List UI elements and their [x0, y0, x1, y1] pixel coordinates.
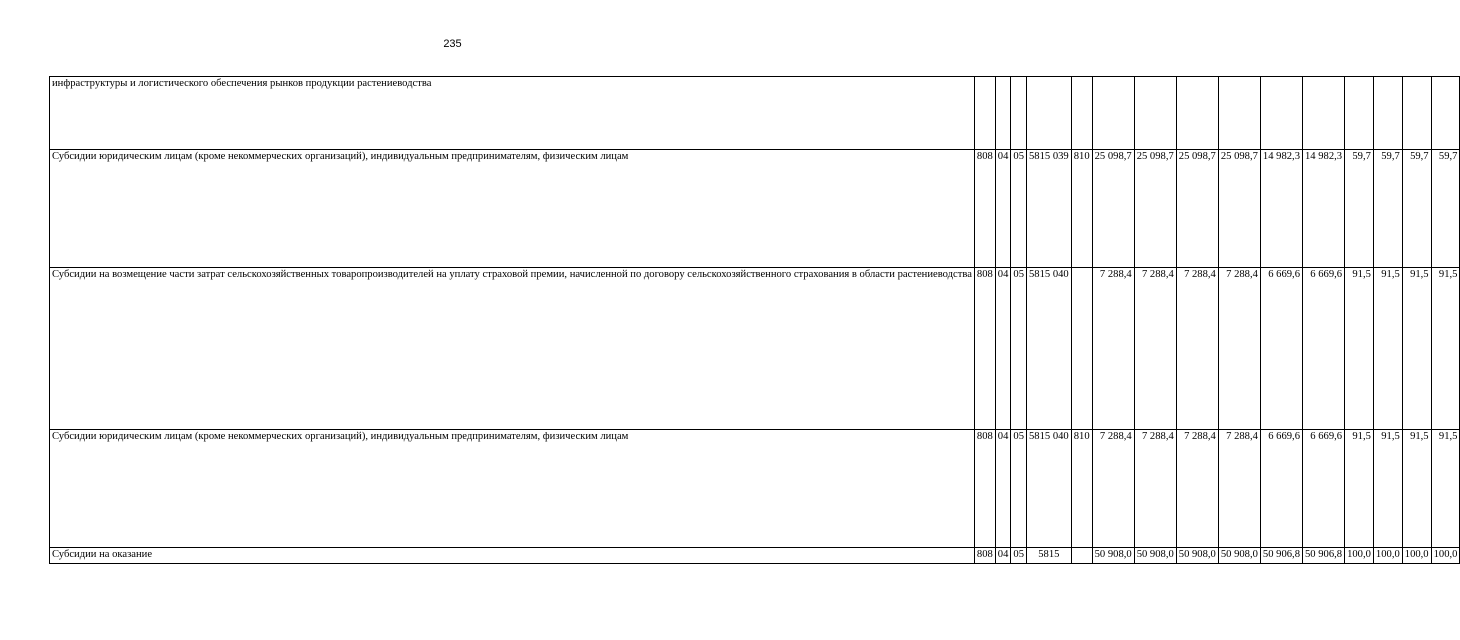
amount-cell: 7 288,4 — [1176, 430, 1218, 548]
percent-cell: 100,0 — [1402, 548, 1431, 564]
percent-cell: 100,0 — [1345, 548, 1374, 564]
budget-table — [49, 76, 1460, 564]
subsection-code — [1011, 77, 1027, 150]
section-code: 04 — [995, 430, 1011, 548]
percent-cell: 91,5 — [1345, 430, 1374, 548]
section-code — [995, 77, 1011, 150]
row-name: Субсидии на возмещение части затрат сельскохозяйственных товаропроизводителей на уплату страховой премии, начисленной по договору сельскохозяйственного страхования в области растениеводства — [50, 268, 975, 430]
section-code: 04 — [995, 150, 1011, 268]
amount-cell: 7 288,4 — [1218, 268, 1260, 430]
ministry-code: 808 — [974, 430, 995, 548]
ministry-code: 808 — [974, 548, 995, 564]
ministry-code: 808 — [974, 268, 995, 430]
row-name: Субсидии на оказание — [50, 548, 975, 564]
percent-cell: 91,5 — [1431, 430, 1460, 548]
subsection-code: 05 — [1011, 268, 1027, 430]
amount-cell — [1176, 77, 1218, 150]
amount-cell: 50 906,8 — [1260, 548, 1302, 564]
amount-cell — [1218, 77, 1260, 150]
amount-cell: 14 982,3 — [1260, 150, 1302, 268]
amount-cell — [1134, 77, 1176, 150]
amount-cell: 6 669,6 — [1260, 430, 1302, 548]
ministry-code: 808 — [974, 150, 995, 268]
expense-type-code — [1071, 548, 1092, 564]
percent-cell: 59,7 — [1345, 150, 1374, 268]
table-row — [50, 430, 1460, 548]
amount-cell: 7 288,4 — [1092, 430, 1134, 548]
target-code: 5815 040 — [1026, 268, 1071, 430]
amount-cell: 7 288,4 — [1134, 268, 1176, 430]
percent-cell — [1345, 77, 1374, 150]
subsection-code: 05 — [1011, 150, 1027, 268]
amount-cell: 14 982,3 — [1303, 150, 1345, 268]
amount-cell: 50 906,8 — [1303, 548, 1345, 564]
percent-cell: 91,5 — [1373, 430, 1402, 548]
table-row — [50, 548, 1460, 564]
amount-cell: 7 288,4 — [1218, 430, 1260, 548]
percent-cell: 100,0 — [1431, 548, 1460, 564]
expense-type-code: 810 — [1071, 150, 1092, 268]
target-code: 5815 040 — [1026, 430, 1071, 548]
subsection-code: 05 — [1011, 548, 1027, 564]
row-name: Субсидии юридическим лицам (кроме некоммерческих организаций), индивидуальным предпринимателям, физическим лицам — [50, 430, 975, 548]
amount-cell — [1260, 77, 1302, 150]
percent-cell: 91,5 — [1402, 430, 1431, 548]
amount-cell: 25 098,7 — [1092, 150, 1134, 268]
amount-cell: 6 669,6 — [1260, 268, 1302, 430]
percent-cell — [1402, 77, 1431, 150]
amount-cell: 6 669,6 — [1303, 268, 1345, 430]
amount-cell — [1092, 77, 1134, 150]
amount-cell: 50 908,0 — [1218, 548, 1260, 564]
percent-cell: 100,0 — [1373, 548, 1402, 564]
table-row — [50, 77, 1460, 150]
row-name: Субсидии юридическим лицам (кроме некоммерческих организаций), индивидуальным предпринимателям, физическим лицам — [50, 150, 975, 268]
amount-cell: 7 288,4 — [1092, 268, 1134, 430]
row-name: инфраструктуры и логистического обеспечения рынков продукции растениеводства — [50, 77, 975, 150]
percent-cell — [1431, 77, 1460, 150]
amount-cell: 25 098,7 — [1176, 150, 1218, 268]
amount-cell: 25 098,7 — [1218, 150, 1260, 268]
amount-cell: 7 288,4 — [1176, 268, 1218, 430]
expense-type-code — [1071, 268, 1092, 430]
amount-cell: 25 098,7 — [1134, 150, 1176, 268]
section-code: 04 — [995, 548, 1011, 564]
percent-cell: 91,5 — [1373, 268, 1402, 430]
amount-cell: 6 669,6 — [1303, 430, 1345, 548]
percent-cell: 91,5 — [1345, 268, 1374, 430]
percent-cell: 59,7 — [1402, 150, 1431, 268]
percent-cell: 91,5 — [1431, 268, 1460, 430]
amount-cell — [1303, 77, 1345, 150]
expense-type-code — [1071, 77, 1092, 150]
table-row — [50, 268, 1460, 430]
percent-cell: 59,7 — [1431, 150, 1460, 268]
page-number: 235 — [443, 38, 462, 50]
table-row — [50, 150, 1460, 268]
subsection-code: 05 — [1011, 430, 1027, 548]
percent-cell: 91,5 — [1402, 268, 1431, 430]
target-code: 5815 039 — [1026, 150, 1071, 268]
percent-cell: 59,7 — [1373, 150, 1402, 268]
ministry-code — [974, 77, 995, 150]
section-code: 04 — [995, 268, 1011, 430]
amount-cell: 50 908,0 — [1134, 548, 1176, 564]
amount-cell: 50 908,0 — [1176, 548, 1218, 564]
percent-cell — [1373, 77, 1402, 150]
target-code: 5815 — [1026, 548, 1071, 564]
target-code — [1026, 77, 1071, 150]
amount-cell: 7 288,4 — [1134, 430, 1176, 548]
amount-cell: 50 908,0 — [1092, 548, 1134, 564]
expense-type-code: 810 — [1071, 430, 1092, 548]
